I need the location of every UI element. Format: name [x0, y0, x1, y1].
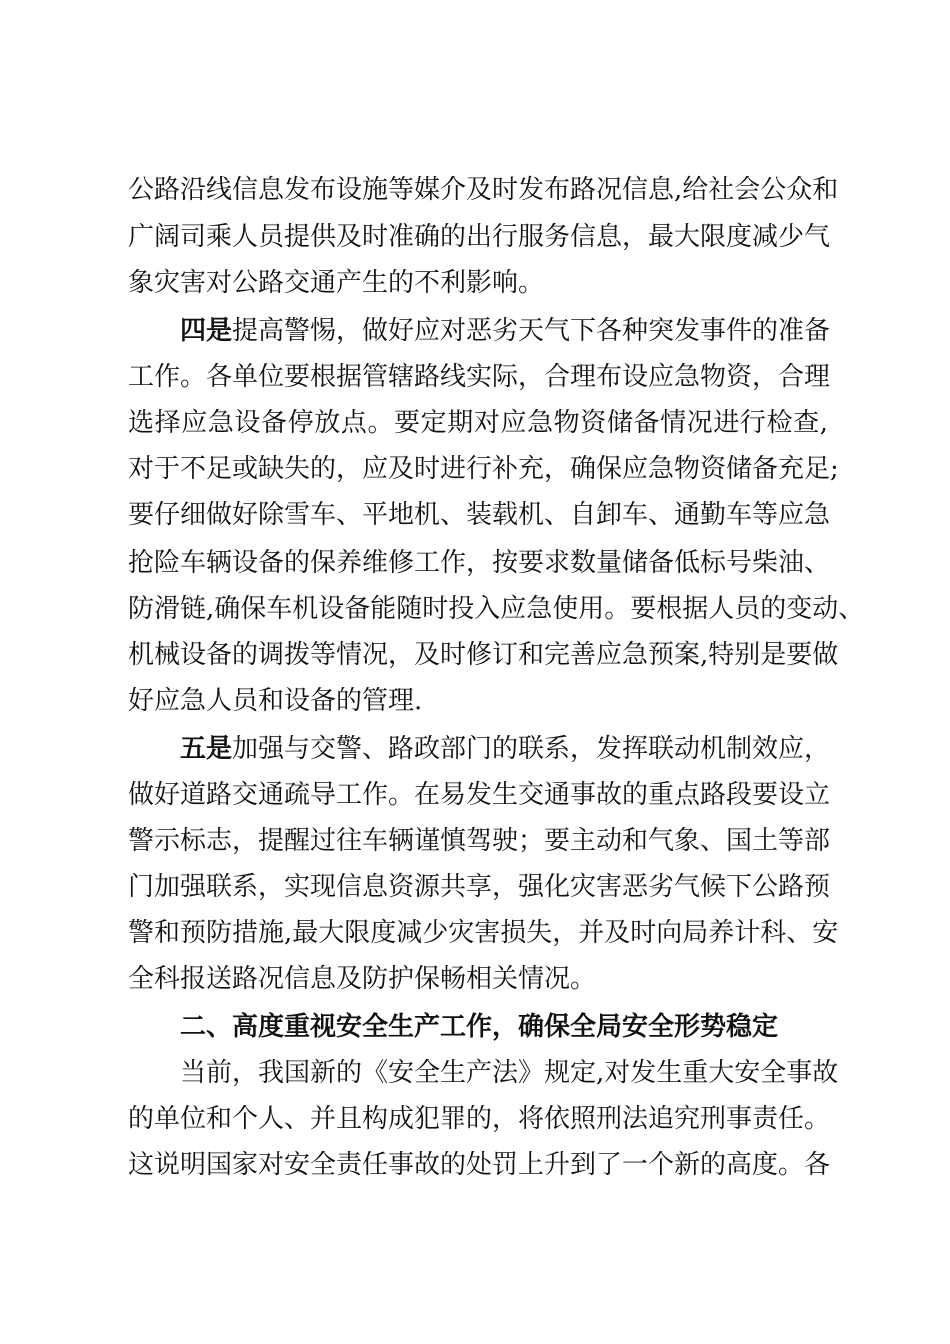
- body-text-line: 的单位和个人、并且构成犯罪的，将依照刑法追究刑事责任。: [128, 1104, 831, 1134]
- body-text-line: 做好道路交通疏导工作。在易发生交通事故的重点路段要设立: [128, 780, 831, 810]
- body-text-line: 当前，我国新的《安全生产法》规定,对发生重大安全事故: [180, 1058, 839, 1088]
- body-text-line: 要仔细做好除雪车、平地机、装载机、自卸车、通勤车等应急: [128, 500, 831, 530]
- body-text-line: 警示标志，提醒过往车辆谨慎驾驶；要主动和气象、国土等部: [128, 826, 831, 856]
- body-text-line: 机械设备的调拨等情况，及时修订和完善应急预案,特别是要做: [128, 640, 839, 670]
- body-text-line: 防滑链,确保车机设备能随时投入应急使用。要根据人员的变动、: [128, 594, 865, 624]
- body-text-line: 工作。各单位要根据管辖路线实际，合理布设应急物资，合理: [128, 362, 831, 392]
- body-text-line: 好应急人员和设备的管理.: [128, 686, 423, 716]
- paragraph-first-line: [180, 316, 831, 346]
- body-text-line: 这说明国家对安全责任事故的处罚上升到了一个新的高度。各: [128, 1150, 831, 1180]
- paragraph-lead: 五是: [180, 734, 233, 764]
- paragraph-text: 提高警惕，做好应对恶劣天气下各种突发事件的准备: [232, 316, 831, 346]
- body-text-line: 对于不足或缺失的，应及时进行补充，确保应急物资储备充足;: [128, 454, 839, 484]
- section-heading: 二、高度重视安全生产工作，确保全局安全形势稳定: [180, 1012, 779, 1042]
- body-text-line: 门加强联系，实现信息资源共享，强化灾害恶劣气候下公路预: [128, 872, 831, 902]
- paragraph-lead: 四是: [180, 316, 233, 346]
- body-text-line: 抢险车辆设备的保养维修工作，按要求数量储备低标号柴油、: [128, 548, 831, 578]
- body-text-line: 警和预防措施,最大限度减少灾害损失，并及时向局养计科、安: [128, 918, 839, 948]
- body-text-line: 象灾害对公路交通产生的不利影响。: [128, 268, 545, 298]
- body-text-line: 全科报送路况信息及防护保畅相关情况。: [128, 964, 597, 994]
- paragraph-text: 加强与交警、路政部门的联系，发挥联动机制效应，: [232, 734, 831, 764]
- body-text-line: 广阔司乘人员提供及时准确的出行服务信息，最大限度减少气: [128, 222, 831, 252]
- body-text-line: 选择应急设备停放点。要定期对应急物资储备情况进行检查,: [128, 408, 828, 438]
- paragraph-first-line: [180, 734, 831, 764]
- body-text-line: 公路沿线信息发布设施等媒介及时发布路况信息,给社会公众和: [128, 175, 839, 205]
